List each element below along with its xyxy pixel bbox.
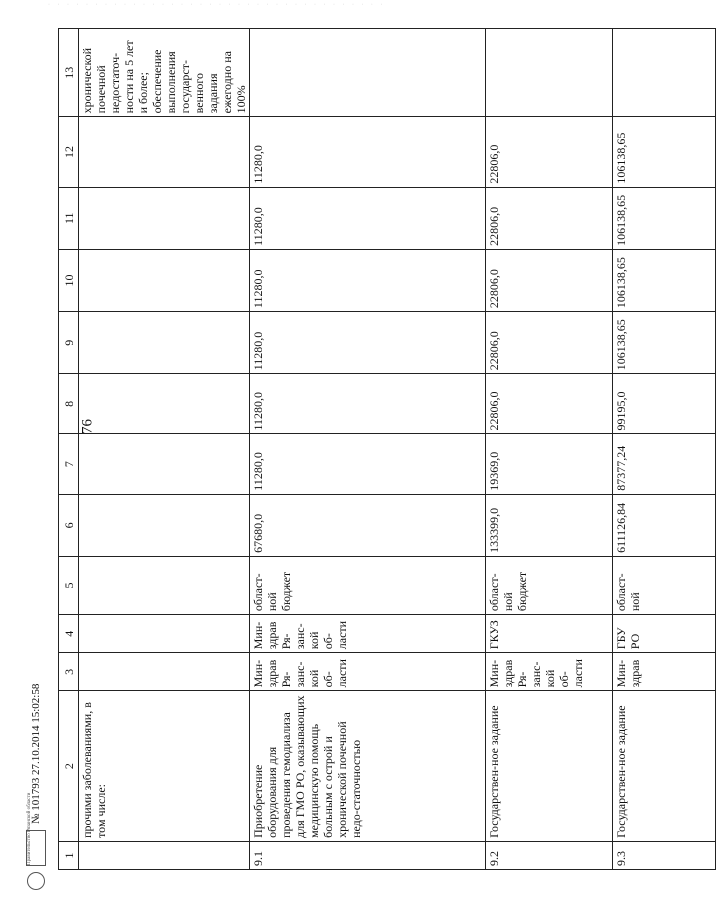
responsible-cell: Мин-здрав Ря-занс-кой об-ласти <box>486 653 613 691</box>
col-header: 13 <box>59 29 79 117</box>
amount-cell: 87377,24 <box>613 434 716 494</box>
col-header: 4 <box>59 615 79 653</box>
page-number: 76 <box>79 419 96 434</box>
col-header: 6 <box>59 494 79 556</box>
cell <box>79 434 250 494</box>
header-row <box>59 29 79 870</box>
row-title: Государствен-ное задание <box>486 691 613 842</box>
amount-cell: 106138,65 <box>613 312 716 374</box>
row-title: Государствен-ное задание <box>613 691 716 842</box>
cell <box>79 556 250 614</box>
cell <box>79 653 250 691</box>
col-header: 8 <box>59 374 79 434</box>
row-number: 9.3 <box>613 841 716 869</box>
scan-artifact: · · · · · · · · · · · · · · · · · · · · · · · · · · · · · · · · · · · · <box>48 2 386 8</box>
amount-cell: 11280,0 <box>250 434 486 494</box>
table-row <box>613 29 716 870</box>
cell <box>79 615 250 653</box>
col-header: 11 <box>59 187 79 249</box>
cell <box>79 117 250 187</box>
amount-cell: 22806,0 <box>486 312 613 374</box>
cell <box>79 249 250 311</box>
registration-number: № 101793 27.10.2014 15:02:58 <box>30 683 42 824</box>
result-cell <box>250 29 486 117</box>
table-row <box>250 29 486 870</box>
responsible-cell: Мин-здрав <box>613 653 716 691</box>
amount-cell: 22806,0 <box>486 117 613 187</box>
col-header: 5 <box>59 556 79 614</box>
amount-cell: 106138,65 <box>613 187 716 249</box>
col-header: 12 <box>59 117 79 187</box>
program-table <box>58 28 716 870</box>
executor-cell: ГКУЗ <box>486 615 613 653</box>
cell <box>79 374 250 434</box>
row-title: прочими заболеваниями, в том числе: <box>79 691 250 842</box>
amount-cell: 22806,0 <box>486 187 613 249</box>
col-header: 1 <box>59 841 79 869</box>
amount-cell: 106138,65 <box>613 117 716 187</box>
cell <box>79 494 250 556</box>
amount-cell: 11280,0 <box>250 249 486 311</box>
funding-source-cell: област-ной бюджет <box>486 556 613 614</box>
funding-source-cell: област-ной бюджет <box>250 556 486 614</box>
document-footer <box>26 684 46 890</box>
amount-cell: 106138,65 <box>613 249 716 311</box>
document-table-rotated <box>58 28 642 870</box>
col-header: 3 <box>59 653 79 691</box>
table-row <box>486 29 613 870</box>
amount-cell: 133399,0 <box>486 494 613 556</box>
executor-cell: ГБУ РО <box>613 615 716 653</box>
result-cell: хронической почечной недостаточ-ности на 5 лет и более; обеспечение выполнения государст-венного задания ежегодно на 100% <box>79 29 250 117</box>
col-header: 7 <box>59 434 79 494</box>
row-number: 9.2 <box>486 841 613 869</box>
col-header: 9 <box>59 312 79 374</box>
amount-cell: 11280,0 <box>250 312 486 374</box>
funding-source-cell: област-ной <box>613 556 716 614</box>
amount-cell: 611126,84 <box>613 494 716 556</box>
row-number: 9.1 <box>250 841 486 869</box>
executor-cell: Мин-здрав Ря-занс-кой об-ласти <box>250 615 486 653</box>
responsible-cell: Мин-здрав Ря-занс-кой об-ласти <box>250 653 486 691</box>
result-cell <box>486 29 613 117</box>
amount-cell: 22806,0 <box>486 249 613 311</box>
row-number <box>79 841 250 869</box>
table-row <box>79 29 250 870</box>
amount-cell: 67680,0 <box>250 494 486 556</box>
amount-cell: 11280,0 <box>250 117 486 187</box>
amount-cell: 11280,0 <box>250 187 486 249</box>
col-header: 2 <box>59 691 79 842</box>
cell <box>79 312 250 374</box>
col-header: 10 <box>59 249 79 311</box>
seal-icon <box>27 872 45 890</box>
cell <box>79 187 250 249</box>
registration-stamp: Правительство Рязанской области <box>26 830 46 866</box>
row-title: Приобретение оборудования для проведения гемодиализа для ГМО РО, оказывающих медицинскую помощь больным с острой и хронической почечной недо-статочностью <box>250 691 486 842</box>
amount-cell: 11280,0 <box>250 374 486 434</box>
amount-cell: 99195,0 <box>613 374 716 434</box>
amount-cell: 19369,0 <box>486 434 613 494</box>
result-cell <box>613 29 716 117</box>
amount-cell: 22806,0 <box>486 374 613 434</box>
